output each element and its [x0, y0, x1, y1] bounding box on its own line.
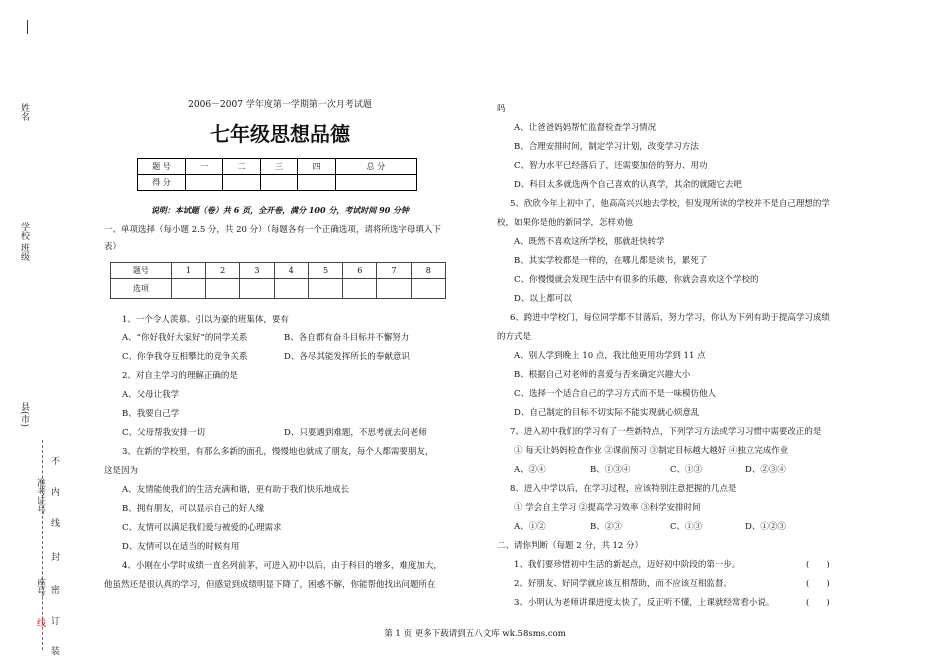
answer-head: 7: [377, 263, 411, 279]
score-blank: [223, 175, 260, 191]
option-text: A、①②: [514, 522, 546, 532]
answer-head: 题号: [111, 263, 172, 279]
class-label: 学校 班级: [19, 222, 29, 261]
score-cell: 题 号: [138, 159, 186, 175]
answer-bracket: ( ): [806, 579, 830, 589]
question-text: 他虽然还是很认真的学习，但感觉到成绩明显下降了，困惑不解，你能帮他找出问题所在: [104, 580, 436, 590]
answer-row-label: 选项: [111, 279, 172, 299]
question-text: 1、一个令人羡慕、引以为豪的班集体，要有: [122, 315, 289, 325]
question-text: 7、进入初中我们的学习有了一些新特点，下列学习方法或学习习惯中需要改正的是: [510, 427, 822, 437]
question-text: 4、小刚在小学时成绩一直名列前茅，可进入初中以后，由于科目的增多，难度加大，: [122, 561, 442, 571]
seal-char-1: 不: [49, 456, 59, 465]
score-blank: [298, 175, 335, 191]
option-text: D、自己制定的目标不切实际不能实现就心烦意乱: [514, 408, 700, 418]
judge-item: 1、我们要珍惜初中生活的新起点，迈好初中阶段的第一步。: [514, 560, 741, 570]
page-footer: 第 1 页 更多下载请到五八文库 wk.58sms.com: [384, 629, 566, 639]
option-text: B、根据自己对老师的喜爱与否来确定兴趣大小: [514, 370, 691, 380]
option-text: D、只要遇到难题，不思考就去问老师: [284, 428, 427, 438]
red-seal-label: 线: [35, 618, 45, 627]
question-text: 校，如果你是他的新同学，怎样劝他: [497, 218, 634, 228]
exam-subtitle: 2006－2007 学年度第一学期第一次月考试题: [188, 100, 372, 110]
name-label: 姓名: [19, 103, 29, 121]
option-text: D、各尽其能发挥所长的奉献意识: [284, 352, 410, 362]
answer-blank[interactable]: [308, 279, 342, 299]
answer-head: 3: [240, 263, 274, 279]
seat-label: 座号: [35, 578, 45, 596]
answer-bracket: ( ): [806, 560, 830, 570]
option-text: C、友情可以满足我们爱与被爱的心理需求: [122, 523, 282, 533]
county-label: 县(市): [19, 402, 29, 428]
question-text: 这是因为: [104, 466, 139, 476]
section2-heading: 二、请你判断（每题 2 分，共 12 分）: [497, 541, 644, 551]
question-text: 吗: [497, 104, 506, 114]
option-text: B、①③④: [590, 465, 631, 475]
score-cell: 三: [260, 159, 297, 175]
seal-char-6: 订: [49, 616, 59, 625]
option-text: C、选择一个适合自己的学习方式而不是一味模仿他人: [514, 389, 717, 399]
exam-note: 说明：本试题（卷）共 6 页，全开卷，满分 100 分，考试时间 90 分钟: [150, 205, 410, 215]
answer-bracket: ( ): [806, 598, 830, 608]
option-text: B、其实学校都是一样的，在哪儿都是读书，累死了: [514, 256, 708, 266]
answer-blank[interactable]: [411, 279, 445, 299]
option-text: A、“你好我好大家好”的同学关系: [122, 333, 248, 343]
option-text: C、父母帮我安排一切: [122, 428, 206, 438]
seal-char-5: 密: [49, 585, 59, 594]
option-text: D、科目太多就选两个自己喜欢的认真学，其余的就随它去吧: [514, 180, 742, 190]
question-text: 的方式是: [497, 332, 532, 342]
option-text: A、别人学到晚上 10 点，我比他更用功学到 11 点: [514, 351, 706, 361]
question-text: 5、欣欣今年上初中了，他高高兴兴地去学校，但发现所读的学校并不是自己理想的学: [510, 199, 830, 209]
option-text: D、②③④: [745, 465, 786, 475]
option-text: D、友情可以在适当的时候有用: [122, 542, 240, 552]
option-text: A、既然不喜欢这所学校，那就赶快转学: [514, 237, 665, 247]
exam-title: 七年级思想品德: [210, 122, 350, 146]
score-cell: 一: [186, 159, 223, 175]
option-text: C、①③: [670, 465, 703, 475]
item-list: ① 每天让妈妈检查作业 ②课前预习 ③制定目标越大越好 ④独立完成作业: [514, 446, 789, 456]
question-text: 6、跨进中学校门，每位同学都不甘落后，努力学习，你认为下列有助于提高学习成绩: [510, 313, 830, 323]
answer-blank[interactable]: [377, 279, 411, 299]
option-text: C、①③: [670, 522, 703, 532]
option-text: C、你争我夺互相攀比的竞争关系: [122, 352, 248, 362]
score-blank: [186, 175, 223, 191]
option-text: B、②③: [590, 522, 622, 532]
corner-mark: [27, 20, 28, 34]
seal-char-7: 装: [49, 646, 59, 655]
seal-char-3: 线: [49, 518, 59, 527]
score-cell: 总 分: [335, 159, 416, 175]
answer-head: 2: [206, 263, 240, 279]
section1-heading: 一、单项选择（每小题 2.5 分，共 20 分）（每题各有一个正确选项，请将所选字母填入下: [104, 225, 441, 235]
question-text: 3、在新的学校里，有那么多新的面孔，慢慢地也就成了朋友，每个人都需要朋友，: [122, 447, 434, 457]
option-text: B、各自都有奋斗目标并不懈努力: [284, 333, 410, 343]
seal-char-4: 封: [49, 552, 59, 561]
answer-head: 8: [411, 263, 445, 279]
question-text: 8、进入中学以后，在学习过程，应该特别注意把握的几点是: [510, 484, 737, 494]
option-text: C、你慢慢就会发现生活中有很多的乐趣，你就会喜欢这个学校的: [514, 275, 759, 285]
score-table: [137, 158, 417, 191]
score-row-label: 得 分: [138, 175, 186, 191]
score-cell: 二: [223, 159, 260, 175]
section1-heading-cont: 表）: [104, 242, 122, 252]
option-text: A、②④: [514, 465, 546, 475]
answer-head: 4: [274, 263, 308, 279]
option-text: B、拥有朋友，可以显示自己的好人缘: [122, 504, 265, 514]
option-text: B、合理安排时间，制定学习计划，改变学习方法: [514, 142, 699, 152]
option-text: D、①②③: [745, 522, 786, 532]
judge-item: 3、小明认为老师讲课进度太快了，反正听不懂，上课就经常看小说。: [514, 598, 775, 608]
answer-head: 6: [343, 263, 377, 279]
option-text: A、友情能使我们的生活充满和谐，更有助于我们快乐地成长: [122, 485, 350, 495]
option-text: B、我要自己学: [122, 409, 180, 419]
option-text: A、父母让我学: [122, 390, 180, 400]
item-list: ① 学会自主学习 ②提高学习效率 ③科学安排时间: [514, 503, 701, 513]
answer-blank[interactable]: [240, 279, 274, 299]
answer-head: 1: [171, 263, 205, 279]
exam-no-label: 准考证号: [35, 478, 45, 514]
option-text: D、以上都可以: [514, 294, 572, 304]
question-text: 2、对自主学习的理解正确的是: [122, 371, 238, 381]
option-text: C、智力水平已经落后了，还需要加倍的努力、用功: [514, 161, 708, 171]
score-blank: [335, 175, 416, 191]
judge-item: 2、好朋友、好同学就应该互相帮助，而不应该互相监督。: [514, 579, 732, 589]
seal-char-2: 内: [49, 487, 59, 496]
score-blank: [260, 175, 297, 191]
answer-table: [110, 262, 446, 299]
score-cell: 四: [298, 159, 335, 175]
answer-blank[interactable]: [274, 279, 308, 299]
answer-head: 5: [308, 263, 342, 279]
answer-blank[interactable]: [171, 279, 205, 299]
answer-blank[interactable]: [206, 279, 240, 299]
answer-blank[interactable]: [343, 279, 377, 299]
option-text: A、让爸爸妈妈帮忙监督检查学习情况: [514, 123, 657, 133]
